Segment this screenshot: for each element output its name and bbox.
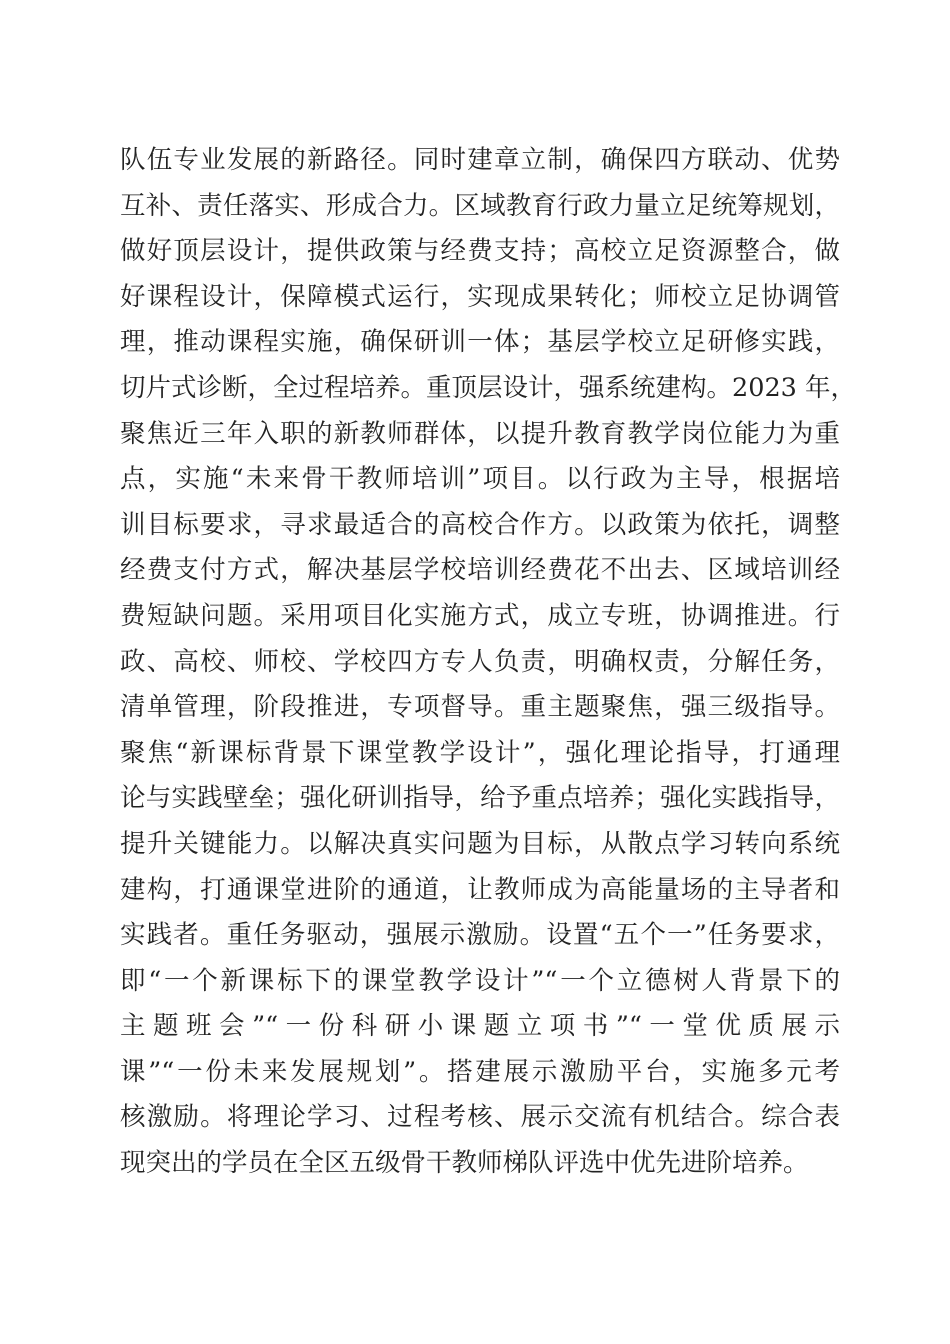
paragraph-line: 队伍专业发展的新路径。同时建章立制，确保四方联动、优势 [120,145,840,175]
paragraph-line: 费短缺问题。采用项目化实施方式，成立专班，协调推进。行 [120,600,840,631]
body-paragraph [120,138,857,1187]
paragraph-line: 聚焦近三年入职的新教师群体，以提升教育教学岗位能力为重 [120,418,840,449]
paragraph-line: 实践者。重任务驱动，强展示激励。设置“五个一”任务要求， [120,920,840,951]
paragraph-line-last: 现突出的学员在全区五级骨干教师梯队评选中优先进阶培养。 [120,1148,809,1179]
paragraph-line: 即“一个新课标下的课堂教学设计”“一个立德树人背景下的 [120,965,840,996]
paragraph-line: 核激励。将理论学习、过程考核、展示交流有机结合。综合表 [120,1102,840,1133]
paragraph-line: 理，推动课程实施，确保研训一体；基层学校立足研修实践， [120,327,840,358]
paragraph-line: 互补、责任落实、形成合力。区域教育行政力量立足统筹规划， [120,190,840,221]
paragraph-line: 提升关键能力。以解决真实问题为目标，从散点学习转向系统 [120,828,840,859]
paragraph-line: 主题班会”“一份科研小课题立项书”“一堂优质展示 [120,1011,840,1042]
paragraph-line: 课”“一份未来发展规划”。搭建展示激励平台，实施多元考 [120,1056,840,1087]
paragraph-line: 经费支付方式，解决基层学校培训经费花不出去、区域培训经 [120,555,840,586]
paragraph-line: 切片式诊断，全过程培养。重顶层设计，强系统建构。2023 年， [120,372,857,403]
paragraph-line: 政、高校、师校、学校四方专人负责，明确权责，分解任务， [120,646,840,677]
paragraph-line: 点，实施“未来骨干教师培训”项目。以行政为主导，根据培 [120,464,840,495]
paragraph-line: 聚焦“新课标背景下课堂教学设计”，强化理论指导，打通理 [120,737,840,768]
paragraph-line: 做好顶层设计，提供政策与经费支持；高校立足资源整合，做 [120,236,840,267]
paragraph-line: 训目标要求，寻求最适合的高校合作方。以政策为依托，调整 [120,509,840,540]
paragraph-line: 建构，打通课堂进阶的通道，让教师成为高能量场的主导者和 [120,874,840,905]
paragraph-line: 论与实践壁垒；强化研训指导，给予重点培养；强化实践指导， [120,783,840,814]
paragraph-line: 清单管理，阶段推进，专项督导。重主题聚焦，强三级指导。 [120,692,840,723]
paragraph-line: 好课程设计，保障模式运行，实现成果转化；师校立足协调管 [120,281,840,312]
